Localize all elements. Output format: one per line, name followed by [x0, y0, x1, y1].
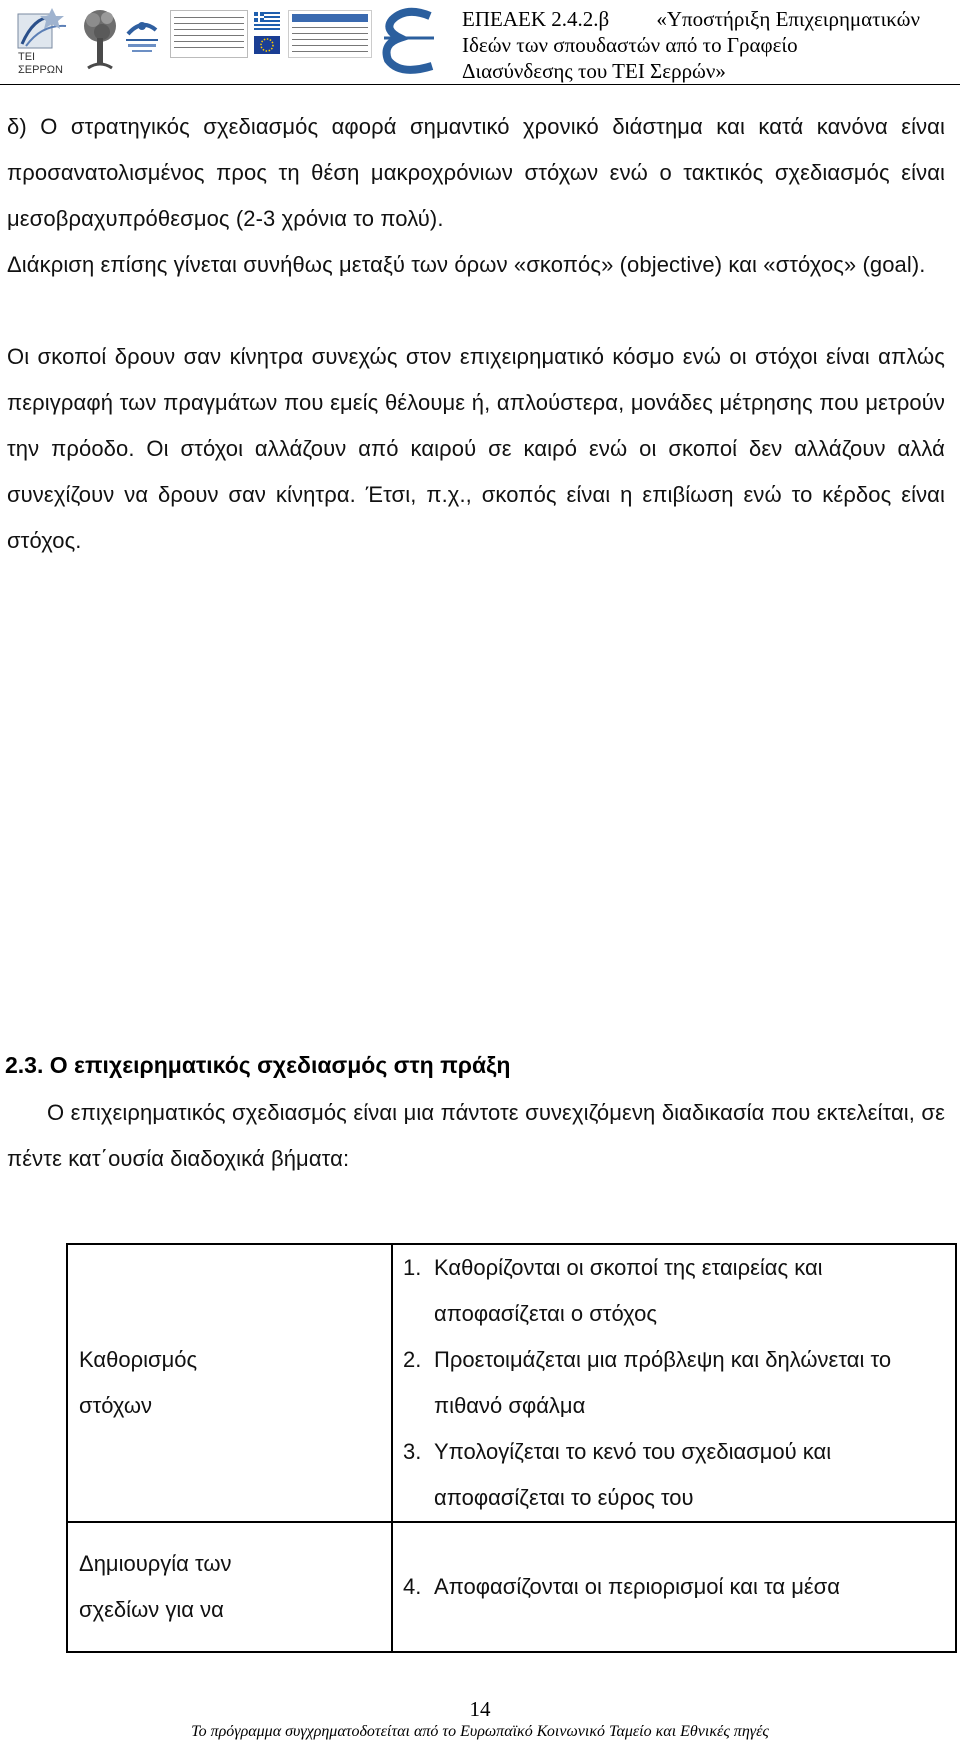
step-number: 4. [403, 1574, 422, 1599]
program-title-line1: «Υποστήριξη Επιχειρηματικών [656, 7, 920, 31]
table-row [67, 1522, 956, 1652]
step-text: Υπολογίζεται το κενό του σχεδιασμού και αποφασίζεται το εύρος του [434, 1439, 832, 1510]
tei-logo-text: ΤΕΙ ΣΕΡΡΩΝ [18, 51, 63, 76]
page-number: 14 [469, 1697, 491, 1721]
header-title [462, 6, 960, 84]
category-label: στόχων [79, 1393, 153, 1418]
paragraph-strategic-planning: δ) Ο στρατηγικός σχεδιασμός αφορά σημαντικό χρονικό διάστημα και κατά κανόνα είναι προσανατολισμένος προς τη θέση μακροχρόνιων στόχων ενώ ο τακτικός σχεδιασμός είναι μεσοβραχυπρόθεσμος (2-3 χρόνια το πολύ). [7, 114, 945, 231]
document-logo [170, 10, 248, 58]
greek-flag-logo [254, 12, 280, 30]
step-item [403, 1337, 955, 1429]
tei-serron-logo [12, 4, 74, 78]
step-text: Καθορίζονται οι σκοποί της εταιρείας και αποφασίζεται ο στόχος [434, 1255, 823, 1326]
tei-logo-mark [12, 4, 74, 52]
header-title-line1 [462, 6, 920, 32]
program-code: ΕΠΕΑΕΚ 2.4.2.β [462, 7, 610, 31]
category-cell [67, 1522, 392, 1652]
header-divider [0, 84, 960, 85]
tree-logo [82, 4, 118, 76]
program-title-line3: Διασύνδεσης του ΤΕΙ Σερρών» [462, 59, 726, 83]
step-item [403, 1429, 955, 1521]
step-number: 1. [403, 1255, 422, 1280]
steps-cell [392, 1244, 956, 1522]
step-item [403, 1564, 955, 1610]
program-title-line2: Ιδεών των σπουδαστών από το Γραφείο [462, 33, 798, 57]
category-label: Δημιουργία των [79, 1551, 232, 1576]
epsilon-logo [376, 4, 442, 78]
paragraph-planning-steps: Ο επιχειρηματικός σχεδιασμός είναι μια πάντοτε συνεχιζόμενη διαδικασία που εκτελείται, σε πέντε κατ΄ουσία διαδοχικά βήματα: [7, 1100, 945, 1171]
paideia-logo [288, 10, 372, 58]
steps-cell [392, 1522, 956, 1652]
page-header [0, 0, 960, 86]
paragraph-motives: Οι σκοποί δρουν σαν κίνητρα συνεχώς στον επιχειρηματικό κόσμο ενώ οι στόχοι είναι απλώς περιγραφή των πραγμάτων που εμείς θέλουμε ή, απλούστερα, μονάδες μέτρησης που μετρούν την πρόοδο. Οι στόχοι αλλάζουν από καιρού σε καιρό ενώ οι σκοποί δεν αλλάζουν αλλά συνεχίζουν να δρουν σαν κίνητρα. Έτσι, π.χ., σκοπός είναι η επιβίωση ενώ το κέρδος είναι στόχος. [7, 344, 945, 553]
step-item [403, 1245, 955, 1337]
step-number: 2. [403, 1347, 422, 1372]
funding-note: Το πρόγραμμα συγχρηματοδοτείται από το Ευρωπαϊκό Κοινωνικό Ταμείο και Εθνικές πηγές [191, 1723, 769, 1740]
paragraph-objective-goal: Διάκριση επίσης γίνεται συνήθως μεταξύ των όρων «σκοπός» (objective) και «στόχος» (goal). [7, 252, 926, 277]
step-number: 3. [403, 1439, 422, 1464]
category-label: σχεδίων για να [79, 1597, 224, 1622]
step-text: Προετοιμάζεται μια πρόβλεψη και δηλώνεται το πιθανό σφάλμα [434, 1347, 892, 1418]
swirl-logo [122, 4, 162, 74]
table-row [67, 1244, 956, 1522]
eu-flag-logo [254, 36, 280, 54]
section-heading: 2.3. Ο επιχειρηματικός σχεδιασμός στη πράξη [5, 1052, 511, 1078]
step-text: Αποφασίζονται οι περιορισμοί και τα μέσα [434, 1574, 840, 1599]
category-label: Καθορισμός [79, 1347, 198, 1372]
planning-steps-table [66, 1243, 957, 1653]
category-cell [67, 1244, 392, 1522]
